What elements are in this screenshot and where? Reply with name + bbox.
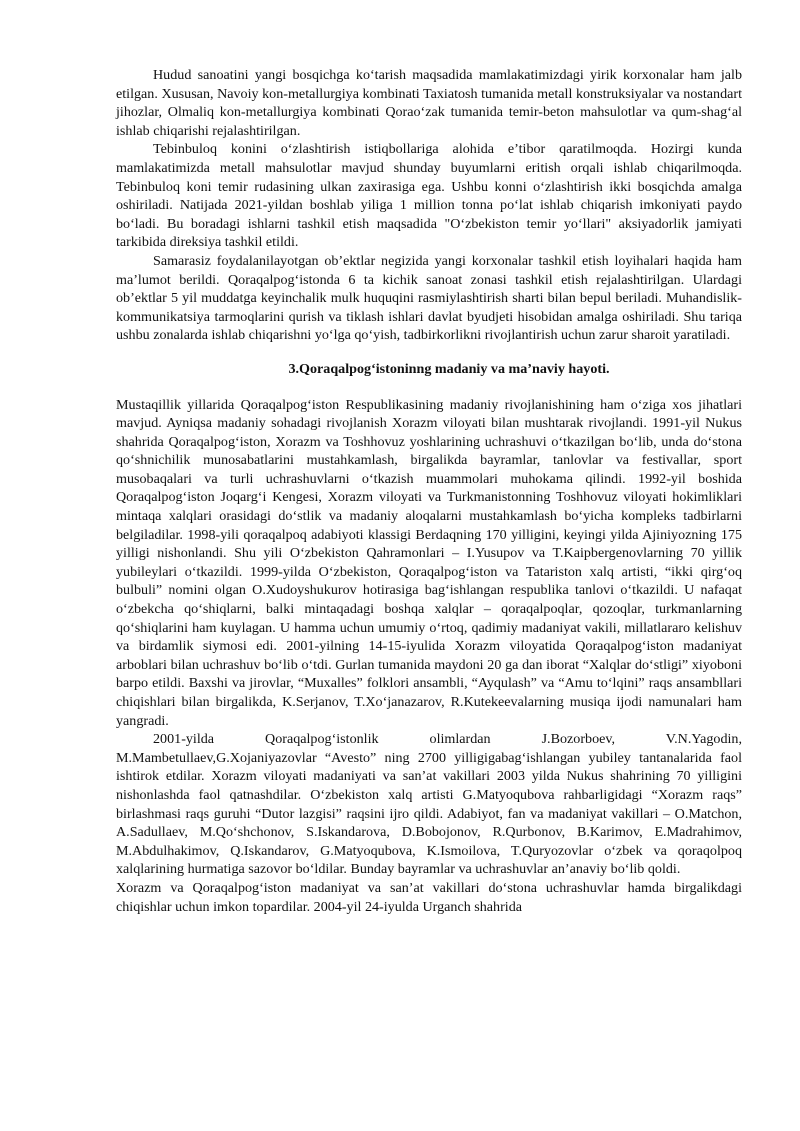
paragraph-friendly-meetings: Xorazm va Qoraqalpog‘iston madaniyat va san’at vakillari do‘stona uchrashuvlar hamda birgalikdagi chiqishlar uchun imkon topardilar. 2004-yil 24-iyulda Urganch shahrida bbox=[116, 879, 742, 915]
paragraph-industry-enterprises: Hudud sanoatini yangi bosqichga ko‘tarish maqsadida mamlakatimizdagi yirik korxonalar ham jalb etilgan. Xususan, Navoiy kon-metallurgiya kombinati Taxiatosh tumanida metall konstruksiyalar va nostandart jihozlar, Olmaliq kon-metallurgiya kombinati Qorao‘zak tumanida temir-beton mahsulotlar va qum-shag‘al ishlab chiqarishi rejalashtirilgan. bbox=[116, 67, 742, 139]
paragraph-scholars-avesto: 2001-yilda Qoraqalpog‘istonlik olimlardan J.Bozorboev, V.N.Yagodin, M.Mambetullaev,G.Xojaniyazovlar “Avesto” ning 2700 yilligigabag‘ishlangan yubiley tantanalarida faol ishtirok etdilar. Xorazm viloyati madaniyati va san’at vakillari 2003 yilda Nukus shahrining 70 yilligini nishonlashda faol qatnashdilar. O‘zbekiston xalq artisti G.Matyoqubova rahbarligidagi “Xorazm raqs” birlashmasi raqs guruhi “Dutor lazgisi” raqsini ijro qildi. Adabiyot, fan va madaniyat vakillari – O.Matchon, A.Sadullaev, M.Qo‘shchonov, S.Iskandarova, D.Bobojonov, R.Qurbonov, B.Karimov, E.Madrahimov, M.Abdulhakimov, Q.Iskandarov, G.Matyoqubova, K.Ismoilova, T.Quryozovlar o‘zbek va qoraqolpoq xalqlarining hurmatiga sazovor bo‘ldilar. Bunday bayramlar va uchrashuvlar an’anaviy bo‘lib qoldi. bbox=[116, 731, 742, 878]
paragraph-tebinbuloq-deposit: Tebinbuloq konini o‘zlashtirish istiqbollariga alohida e’tibor qaratilmoqda. Hozirgi kunda mamlakatimizda metall mahsulotlar mavjud shunday buyumlarni eritish orqali ishlab chiqarilmoqda. Tebinbuloq koni temir rudasining ulkan zaxirasiga ega. Ushbu konni o‘zlashtirish ikki bosqichda amalga oshiriladi. Natijada 2021-yildan boshlab yiliga 1 million tonna po‘lat ishlab chiqarish imkoniyati paydo bo‘ladi. Bu boradagi ishlarni tashkil etish maqsadida "O‘zbekiston temir yo‘llari" aksiyadorlik jamiyati tarkibida direksiya tashkil etildi. bbox=[116, 141, 742, 251]
paragraph-industrial-zones: Samarasiz foydalanilayotgan ob’ektlar negizida yangi korxonalar tashkil etish loyihalari haqida ham ma’lumot berildi. Qoraqalpog‘istonda 6 ta kichik sanoat zonasi tashkil etish rejalashtirilgan. Ulardagi ob’ektlar 5 yil muddatga keyinchalik mulk huquqini rasmiylashtirish sharti bilan bepul beriladi. Muhandislik-kommunikatsiya tarmoqlarini qurish va tiklash ishlari davlat byudjeti hisobidan amalga oshiriladi. Shu tariqa ushbu zonalarda ishlab chiqarishni yo‘lga qo‘yish, tadbirkorlikni rivojlantirish uchun zarur sharoit yaratiladi. bbox=[116, 252, 742, 344]
section-heading: 3.Qoraqalpog‘istoninng madaniy va ma’naviy hayoti. bbox=[288, 360, 610, 377]
paragraph-cultural-development: Mustaqillik yillarida Qoraqalpog‘iston Respublikasining madaniy rivojlanishining ham o‘ziga xos jihatlari mavjud. Ayniqsa madaniy sohadagi rivojlanish Xorazm viloyati bilan mushtarak rivojlandi. 1991-yil Nukus shahrida Qoraqalpog‘iston, Xorazm va Toshhovuz yoshlarining uchrashuvi o‘tkazilgan bo‘lib, unda do‘stona qo‘shnichilik munosabatlarini mustahkamlash, birgalikda bayramlar, tanlovlar va festivallar, sport musobaqalari va turli uchrashuvlarni o‘tkazish muammolari muhokama qilindi. 1992-yil boshida Qoraqalpog‘iston Joqarg‘i Kengesi, Xorazm viloyati va Turkmanistonning Toshhovuz viloyati hokimliklari mintaqa xalqlari orasidagi do‘stlik va madaniy aloqalarni mustahkamlash bo‘yicha kompleks tadbirlarni belgiladilar. 1998-yili qoraqalpoq adabiyoti klassigi Berdaqning 170 yilligini, keyingi yilda Ajiniyozning 175 yilligi nishonlandi. Shu yili O‘zbekiston Qahramonlari – I.Yusupov va T.Kaipbergenovlarning 70 yillik yubileylari o‘tkazildi. 1999-yilda O‘zbekiston, Qoraqalpog‘iston va Tatariston xalq artisti, “ikki qirg‘oq bulbuli” nomini olgan O.Xudoyshukurov hotirasiga bag‘ishlangan respublika tanlovi o‘tkazildi. U nafaqat o‘zbekcha qo‘shiqlarni, balki mintaqadagi boshqa xalqlar – qoraqalpoqlar, qozoqlar, turkmanlarning qo‘shiqlarini ham kuylagan. U hamma uchun umumiy o‘rtoq, qadimiy madaniyat vakili, millatlararo kelishuv va birdamlik siymosi edi. 2001-yilning 14-15-iyulida Xorazm viloyatida Qoraqalpog‘iston madaniyat arboblari bilan uchrashuv bo‘lib o‘tdi. Gurlan tumanida maydoni 20 ga dan iborat “Xalqlar do‘stligi” xiyoboni barpo etildi. Baxshi va jirovlar, “Muxalles” folklori ansambli, “Ayqulash” va “Amu to‘lqini” raqs ansambllari chiqishlari bilan birgalikda, K.Serjanov, T.Xo‘janazarov, R.Kutekeevalarning musiqa ijodi namunalari ham yangradi. bbox=[116, 396, 742, 729]
